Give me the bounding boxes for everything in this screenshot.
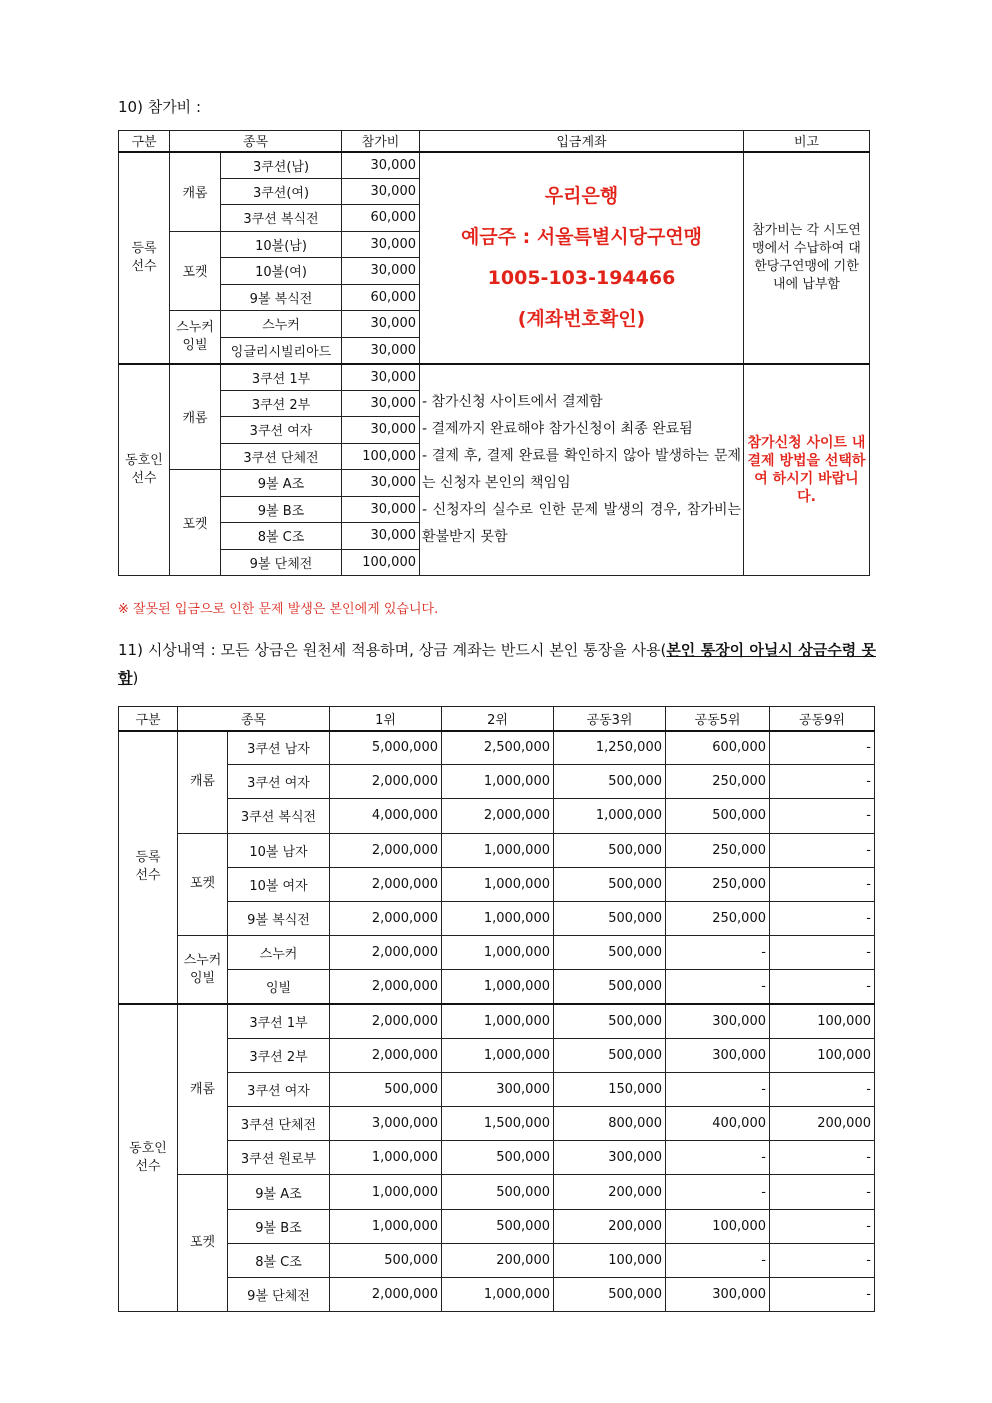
event-name: 10볼(남) xyxy=(221,231,342,258)
prize-1st: 1,000,000 xyxy=(330,1141,442,1175)
prize-2nd: 500,000 xyxy=(442,1141,554,1175)
payment-warning: ※ 잘못된 입금으로 인한 문제 발생은 본인에게 있습니다. xyxy=(118,602,439,617)
prize-2nd: 500,000 xyxy=(442,1209,554,1243)
prize-9th: - xyxy=(770,1141,875,1175)
prize-9th: - xyxy=(770,833,875,867)
event-name: 3쿠션 복식전 xyxy=(228,799,330,833)
prize-1st: 1,000,000 xyxy=(330,1209,442,1243)
table-row xyxy=(119,799,875,833)
table-row xyxy=(119,833,875,867)
prize-5th: - xyxy=(666,936,770,970)
prize-1st: 2,000,000 xyxy=(330,1278,442,1312)
prize-header: 1위 xyxy=(330,707,442,731)
event-name: 3쿠션 1부 xyxy=(221,364,342,391)
table-row xyxy=(119,1072,875,1106)
fee-value: 30,000 xyxy=(342,364,420,391)
prize-9th: 100,000 xyxy=(770,1038,875,1072)
prize-3rd: 500,000 xyxy=(554,970,666,1004)
fee-value: 30,000 xyxy=(342,152,420,179)
prize-5th: 250,000 xyxy=(666,867,770,901)
prize-5th: - xyxy=(666,970,770,1004)
table-row xyxy=(119,1107,875,1141)
prize-2nd: 1,000,000 xyxy=(442,833,554,867)
prize-1st: 2,000,000 xyxy=(330,1004,442,1038)
prize-1st: 3,000,000 xyxy=(330,1107,442,1141)
prize-5th: 400,000 xyxy=(666,1107,770,1141)
prize-5th: 250,000 xyxy=(666,833,770,867)
category-label: 캐롬 xyxy=(178,731,228,834)
category-label: 캐롬 xyxy=(170,364,221,470)
event-name: 3쿠션 여자 xyxy=(228,765,330,799)
event-name: 3쿠션 원로부 xyxy=(228,1141,330,1175)
prize-1st: 2,000,000 xyxy=(330,970,442,1004)
prize-2nd: 300,000 xyxy=(442,1072,554,1106)
prize-2nd: 500,000 xyxy=(442,1175,554,1209)
table-row xyxy=(119,936,875,970)
event-name: 3쿠션(여) xyxy=(221,178,342,205)
table-row xyxy=(119,1209,875,1243)
table-row xyxy=(119,901,875,935)
prize-3rd: 500,000 xyxy=(554,1004,666,1038)
prize-1st: 2,000,000 xyxy=(330,867,442,901)
event-name: 잉빌 xyxy=(228,970,330,1004)
prize-3rd: 150,000 xyxy=(554,1072,666,1106)
remark: 참가비는 각 시도연맹에서 수납하여 대한당구연맹에 기한 내에 납부함 xyxy=(744,152,870,364)
category-label: 포켓 xyxy=(170,470,221,576)
prize-5th: 500,000 xyxy=(666,799,770,833)
bank-name: 우리은행 xyxy=(544,184,619,207)
group-label: 동호인 선수 xyxy=(119,364,170,576)
prize-9th: - xyxy=(770,867,875,901)
prize-1st: 2,000,000 xyxy=(330,765,442,799)
fee-header-row xyxy=(119,131,870,152)
prize-3rd: 200,000 xyxy=(554,1209,666,1243)
event-name: 잉글리시빌리아드 xyxy=(221,337,342,364)
event-name: 9볼 B조 xyxy=(221,496,342,523)
event-name: 9볼 복식전 xyxy=(221,284,342,311)
prize-header: 공동5위 xyxy=(666,707,770,731)
section11-intro xyxy=(118,636,876,692)
fee-value: 30,000 xyxy=(342,337,420,364)
prize-5th: 300,000 xyxy=(666,1004,770,1038)
fee-value: 30,000 xyxy=(342,470,420,497)
prize-9th: - xyxy=(770,936,875,970)
event-name: 3쿠션(남) xyxy=(221,152,342,179)
prize-3rd: 500,000 xyxy=(554,936,666,970)
prize-1st: 2,000,000 xyxy=(330,833,442,867)
fee-value: 30,000 xyxy=(342,390,420,417)
prize-3rd: 500,000 xyxy=(554,1038,666,1072)
event-name: 8볼 C조 xyxy=(221,523,342,550)
prize-9th: 100,000 xyxy=(770,1004,875,1038)
prize-1st: 1,000,000 xyxy=(330,1175,442,1209)
event-name: 3쿠션 여자 xyxy=(228,1072,330,1106)
prize-1st: 2,000,000 xyxy=(330,901,442,935)
prize-9th: - xyxy=(770,1278,875,1312)
prize-3rd: 300,000 xyxy=(554,1141,666,1175)
prize-3rd: 500,000 xyxy=(554,867,666,901)
fee-value: 30,000 xyxy=(342,231,420,258)
prize-5th: - xyxy=(666,1141,770,1175)
event-name: 9볼 단체전 xyxy=(221,549,342,576)
prize-1st: 500,000 xyxy=(330,1072,442,1106)
prize-body xyxy=(119,731,875,1312)
fee-value: 30,000 xyxy=(342,258,420,285)
event-name: 3쿠션 2부 xyxy=(228,1038,330,1072)
event-name: 3쿠션 단체전 xyxy=(221,443,342,470)
fee-value: 100,000 xyxy=(342,443,420,470)
prize-2nd: 2,000,000 xyxy=(442,799,554,833)
prize-header: 공동3위 xyxy=(554,707,666,731)
prize-5th: 300,000 xyxy=(666,1038,770,1072)
event-name: 3쿠션 여자 xyxy=(221,417,342,444)
fee-value: 30,000 xyxy=(342,417,420,444)
payment-notes xyxy=(420,364,744,576)
category-label: 캐롬 xyxy=(170,152,221,232)
prize-2nd: 1,000,000 xyxy=(442,970,554,1004)
event-name: 9볼 단체전 xyxy=(228,1278,330,1312)
fee-value: 60,000 xyxy=(342,205,420,232)
table-row xyxy=(119,1004,875,1038)
event-name: 3쿠션 단체전 xyxy=(228,1107,330,1141)
bank-account-box xyxy=(420,152,744,364)
fee-value: 30,000 xyxy=(342,496,420,523)
prize-9th: 200,000 xyxy=(770,1107,875,1141)
prize-2nd: 200,000 xyxy=(442,1243,554,1277)
event-name: 3쿠션 남자 xyxy=(228,731,330,765)
payment-note: - 신청자의 실수로 인한 문제 발생의 경우, 참가비는 환불받지 못함 xyxy=(422,501,741,545)
fee-header: 구분 xyxy=(119,131,170,152)
table-row xyxy=(119,1038,875,1072)
prize-2nd: 1,000,000 xyxy=(442,1038,554,1072)
fee-value: 60,000 xyxy=(342,284,420,311)
event-name: 10볼 여자 xyxy=(228,867,330,901)
fee-value: 100,000 xyxy=(342,549,420,576)
event-name: 8볼 C조 xyxy=(228,1243,330,1277)
group-label: 동호인 선수 xyxy=(119,1004,178,1312)
prize-9th: - xyxy=(770,799,875,833)
event-name: 스누커 xyxy=(228,936,330,970)
fee-header: 비고 xyxy=(744,131,870,152)
prize-header-row xyxy=(119,707,875,731)
payment-note: - 결제 후, 결제 완료를 확인하지 않아 발생하는 문제는 신청자 본인의 책임임 xyxy=(422,447,741,491)
category-label: 포켓 xyxy=(170,231,221,311)
table-row xyxy=(119,364,870,391)
group-label: 등록 선수 xyxy=(119,152,170,364)
prize-3rd: 800,000 xyxy=(554,1107,666,1141)
prize-2nd: 1,000,000 xyxy=(442,765,554,799)
table-row xyxy=(119,1243,875,1277)
account-confirm: (계좌번호확인) xyxy=(517,307,646,330)
fee-header: 종목 xyxy=(170,131,342,152)
prize-9th: - xyxy=(770,1209,875,1243)
payment-note: - 참가신청 사이트에서 결제함 xyxy=(422,393,603,410)
event-name: 9볼 복식전 xyxy=(228,901,330,935)
prize-header: 구분 xyxy=(119,707,178,731)
section10-title: 10) 참가비 : xyxy=(118,98,201,116)
prize-2nd: 1,500,000 xyxy=(442,1107,554,1141)
category-label: 스누커 잉빌 xyxy=(178,936,228,1004)
prize-table xyxy=(118,706,875,1312)
prize-header: 공동9위 xyxy=(770,707,875,731)
prize-1st: 4,000,000 xyxy=(330,799,442,833)
account-holder: 예금주 : 서울특별시당구연맹 xyxy=(460,225,703,248)
fee-table xyxy=(118,130,870,576)
prize-1st: 500,000 xyxy=(330,1243,442,1277)
intro-end: ) xyxy=(132,669,139,687)
prize-3rd: 500,000 xyxy=(554,765,666,799)
prize-9th: - xyxy=(770,1175,875,1209)
fee-value: 30,000 xyxy=(342,178,420,205)
prize-9th: - xyxy=(770,1072,875,1106)
prize-5th: - xyxy=(666,1175,770,1209)
prize-5th: 600,000 xyxy=(666,731,770,765)
prize-5th: 250,000 xyxy=(666,765,770,799)
prize-2nd: 1,000,000 xyxy=(442,901,554,935)
prize-5th: 300,000 xyxy=(666,1278,770,1312)
prize-9th: - xyxy=(770,901,875,935)
prize-2nd: 1,000,000 xyxy=(442,867,554,901)
event-name: 10볼 남자 xyxy=(228,833,330,867)
table-row xyxy=(119,1175,875,1209)
category-label: 캐롬 xyxy=(178,1004,228,1175)
payment-note: - 결제까지 완료해야 참가신청이 최종 완료됨 xyxy=(422,420,693,437)
fee-value: 30,000 xyxy=(342,523,420,550)
prize-3rd: 1,000,000 xyxy=(554,799,666,833)
prize-1st: 2,000,000 xyxy=(330,1038,442,1072)
table-row xyxy=(119,1141,875,1175)
prize-3rd: 500,000 xyxy=(554,901,666,935)
event-name: 9볼 A조 xyxy=(228,1175,330,1209)
prize-5th: - xyxy=(666,1243,770,1277)
prize-3rd: 500,000 xyxy=(554,833,666,867)
prize-3rd: 1,250,000 xyxy=(554,731,666,765)
prize-9th: - xyxy=(770,765,875,799)
fee-header: 참가비 xyxy=(342,131,420,152)
prize-2nd: 1,000,000 xyxy=(442,1004,554,1038)
category-label: 스누커 잉빌 xyxy=(170,311,221,364)
prize-3rd: 200,000 xyxy=(554,1175,666,1209)
event-name: 3쿠션 복식전 xyxy=(221,205,342,232)
table-row xyxy=(119,970,875,1004)
prize-2nd: 1,000,000 xyxy=(442,1278,554,1312)
prize-2nd: 1,000,000 xyxy=(442,936,554,970)
intro-text: 11) 시상내역 : 모든 상금은 원천세 적용하며, 상금 계좌는 반드시 본인 통장을 사용( xyxy=(118,641,667,659)
event-name: 9볼 A조 xyxy=(221,470,342,497)
prize-9th: - xyxy=(770,1243,875,1277)
prize-header: 2위 xyxy=(442,707,554,731)
remark-red: 참가신청 사이트 내 결제 방법을 선택하여 하시기 바랍니다. xyxy=(744,364,870,576)
prize-1st: 5,000,000 xyxy=(330,731,442,765)
account-number: 1005-103-194466 xyxy=(487,266,676,289)
table-row xyxy=(119,1278,875,1312)
event-name: 9볼 B조 xyxy=(228,1209,330,1243)
fee-header: 입금계좌 xyxy=(420,131,744,152)
prize-1st: 2,000,000 xyxy=(330,936,442,970)
event-name: 3쿠션 2부 xyxy=(221,390,342,417)
table-row xyxy=(119,765,875,799)
table-row xyxy=(119,152,870,179)
intro-bold: 본인 통장이 아닐시 상금수령 못함 xyxy=(118,641,876,687)
prize-2nd: 2,500,000 xyxy=(442,731,554,765)
group-label: 등록 선수 xyxy=(119,731,178,1005)
prize-5th: 100,000 xyxy=(666,1209,770,1243)
category-label: 포켓 xyxy=(178,833,228,936)
prize-5th: - xyxy=(666,1072,770,1106)
prize-header: 종목 xyxy=(178,707,330,731)
category-label: 포켓 xyxy=(178,1175,228,1312)
prize-3rd: 500,000 xyxy=(554,1278,666,1312)
event-name: 스누커 xyxy=(221,311,342,338)
event-name: 3쿠션 1부 xyxy=(228,1004,330,1038)
prize-9th: - xyxy=(770,970,875,1004)
prize-9th: - xyxy=(770,731,875,765)
table-row xyxy=(119,731,875,765)
fee-value: 30,000 xyxy=(342,311,420,338)
prize-5th: 250,000 xyxy=(666,901,770,935)
prize-3rd: 100,000 xyxy=(554,1243,666,1277)
event-name: 10볼(여) xyxy=(221,258,342,285)
table-row xyxy=(119,867,875,901)
